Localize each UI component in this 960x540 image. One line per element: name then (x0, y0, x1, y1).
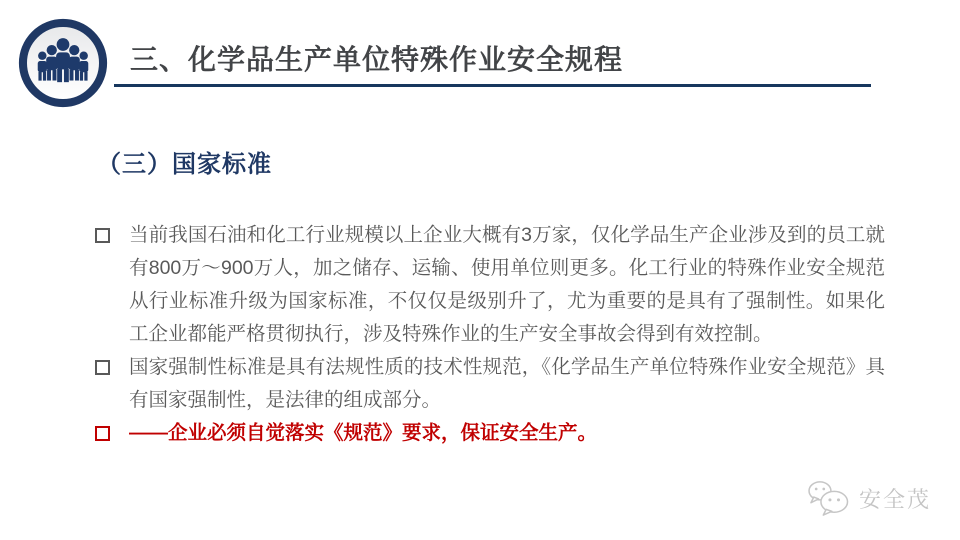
square-bullet-icon (95, 228, 110, 243)
list-item (95, 219, 885, 351)
bullet-text-emphasis: ——企业必须自觉落实《规范》要求，保证安全生产。 (129, 422, 598, 444)
list-item (95, 351, 885, 417)
bullet-text: 当前我国石油和化工行业规模以上企业大概有3万家，仅化学品生产企业涉及到的员工就有800万～900万人，加之储存、运输、使用单位则更多。化工行业的特殊作业安全规范从行业标准升级为国家标准，不仅仅是级别升了，尤为重要的是具有了强制性。如果化工企业都能严格贯彻执行，涉及特殊作业的生产安全事故会得到有效控制。 (129, 224, 885, 345)
bullet-list (95, 219, 885, 450)
people-group-icon (18, 18, 108, 108)
square-bullet-icon (95, 360, 110, 375)
section-heading: （三）国家标准 (97, 151, 272, 178)
brand-watermark (806, 479, 931, 517)
brand-name: 安全茂 (859, 486, 932, 512)
page-title: 三、化学品生产单位特殊作业安全规程 (130, 44, 624, 75)
square-bullet-icon (95, 426, 110, 441)
list-item (95, 417, 885, 450)
title-underline (114, 84, 871, 87)
wechat-icon (806, 479, 852, 517)
bullet-text: 国家强制性标准是具有法规性质的技术性规范，《化学品生产单位特殊作业安全规范》具有国家强制性，是法律的组成部分。 (129, 356, 885, 411)
